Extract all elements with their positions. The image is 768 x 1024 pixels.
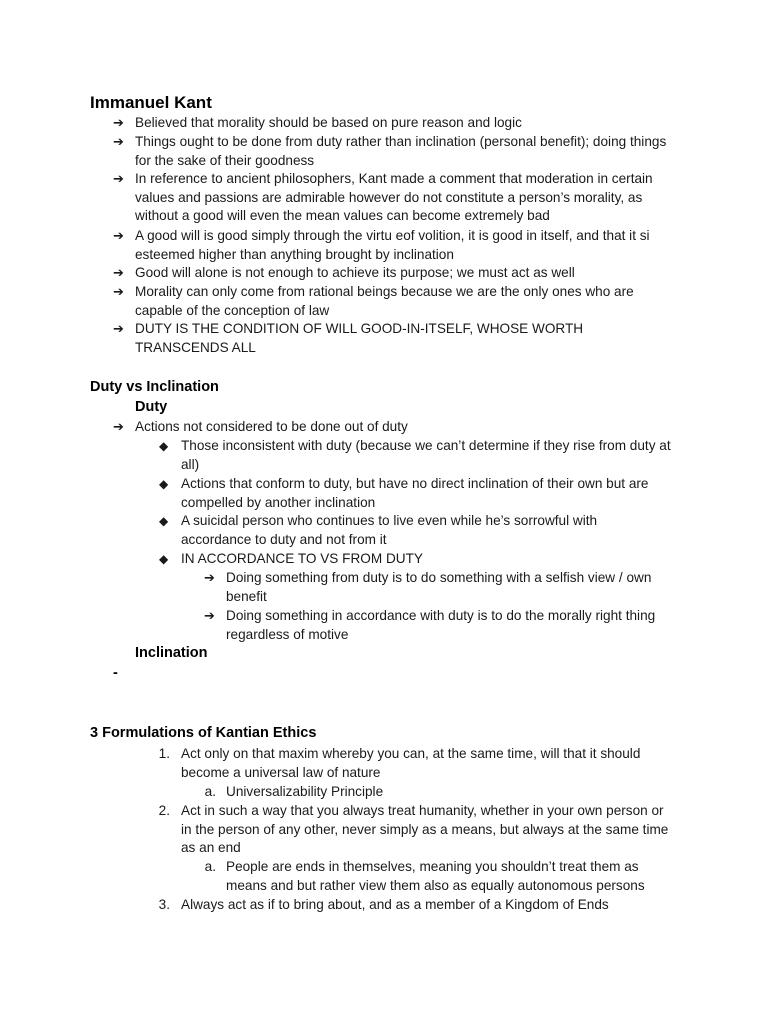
inclination-dash: - — [113, 665, 118, 681]
text-line: capable of the conception of law — [135, 302, 330, 318]
arrow-bullet-icon: ➔ — [204, 608, 215, 623]
text-line: esteemed higher than anything brought by inclination — [135, 246, 454, 262]
text-line: Doing something from duty is to do something with a selfish view / own — [226, 570, 652, 585]
text-line: TRANSCENDS ALL — [135, 339, 256, 355]
item-text — [135, 170, 695, 226]
item-text — [135, 227, 695, 264]
duty-distinction-item — [204, 569, 696, 606]
text-line: for the sake of their goodness — [135, 152, 315, 168]
item-text — [181, 896, 691, 915]
arrow-bullet-icon: ➔ — [113, 321, 124, 336]
text-line: as an end — [181, 840, 241, 856]
text-line: Act only on that maxim whereby you can, at the same time, will that it should — [181, 746, 641, 761]
text-line: regardless of motive — [226, 626, 349, 642]
text-line: Believed that morality should be based on pure reason and logic — [135, 115, 522, 130]
text-line: Good will alone is not enough to achieve its purpose; we must act as well — [135, 265, 575, 280]
text-line: in the person of any other, never simply as a means, but always at the same time — [181, 821, 669, 837]
text-line: A suicidal person who continues to live even while he’s sorrowful with — [181, 513, 598, 528]
item-text — [135, 133, 695, 170]
diamond-bullet-icon: ◆ — [159, 514, 169, 528]
arrow-bullet-icon: ➔ — [113, 134, 124, 149]
list-number: a. — [204, 784, 216, 799]
arrow-bullet-icon: ➔ — [204, 570, 215, 585]
formulation-2-note — [196, 858, 696, 895]
kant-point — [113, 264, 695, 283]
text-line: Those inconsistent with duty (because we can’t determine if they rise from duty at — [181, 438, 671, 453]
text-line: all) — [181, 456, 200, 472]
text-line: values and passions are admirable however do not constitute a person’s morality, as — [135, 189, 643, 205]
text-line: Act in such a way that you always treat humanity, whether in your own person or — [181, 803, 664, 818]
item-text — [181, 745, 691, 782]
text-line: without a good will even the mean values can become extremely bad — [135, 208, 550, 224]
item-text — [226, 783, 696, 802]
item-text — [226, 569, 696, 606]
duty-example-item — [159, 550, 691, 569]
diamond-bullet-icon: ◆ — [159, 439, 169, 453]
item-text — [181, 512, 691, 549]
heading-immanuel-kant: Immanuel Kant — [90, 93, 212, 112]
duty-distinction-item — [204, 607, 696, 644]
arrow-bullet-icon: ➔ — [113, 171, 124, 186]
item-text — [226, 858, 696, 895]
item-text — [226, 607, 696, 644]
formulation-1-note — [196, 783, 696, 802]
arrow-bullet-icon: ➔ — [113, 115, 124, 130]
list-number: 2. — [158, 803, 170, 818]
formulation-3 — [150, 896, 691, 915]
subheading-duty: Duty — [135, 399, 168, 415]
text-line: means and but rather view them also as equally autonomous persons — [226, 877, 645, 893]
item-text — [135, 283, 695, 320]
text-line: benefit — [226, 588, 267, 604]
formulation-2 — [150, 802, 691, 858]
arrow-bullet-icon: ➔ — [113, 419, 124, 434]
text-line: Universalizability Principle — [226, 784, 384, 799]
kant-point — [113, 227, 695, 264]
heading-duty-vs-inclination: Duty vs Inclination — [90, 379, 219, 395]
kant-point — [113, 170, 695, 226]
item-text — [135, 418, 695, 437]
item-text — [181, 550, 691, 569]
text-line: DUTY IS THE CONDITION OF WILL GOOD-IN-ITSELF, WHOSE WORTH — [135, 321, 584, 336]
kant-point — [113, 133, 695, 170]
subheading-inclination: Inclination — [135, 645, 208, 661]
text-line: Things ought to be done from duty rather than inclination (personal benefit); doing things — [135, 134, 667, 149]
item-text — [135, 264, 695, 283]
text-line: Morality can only come from rational beings because we are the only ones who are — [135, 284, 634, 299]
diamond-bullet-icon: ◆ — [159, 477, 169, 491]
text-line: In reference to ancient philosophers, Kant made a comment that moderation in certain — [135, 171, 653, 186]
formulation-1 — [150, 745, 691, 782]
item-text — [181, 802, 691, 858]
item-text — [181, 437, 691, 474]
text-line: Doing something in accordance with duty is to do the morally right thing — [226, 608, 656, 623]
kant-point — [113, 320, 695, 357]
text-line: Actions not considered to be done out of duty — [135, 419, 408, 434]
diamond-bullet-icon: ◆ — [159, 552, 169, 566]
duty-example-item — [159, 512, 691, 549]
text-line: People are ends in themselves, meaning you shouldn’t treat them as — [226, 859, 639, 874]
text-line: compelled by another inclination — [181, 494, 376, 510]
list-number: a. — [204, 859, 216, 874]
text-line: become a universal law of nature — [181, 764, 381, 780]
text-line: Actions that conform to duty, but have no direct inclination of their own but are — [181, 476, 649, 491]
heading-3-formulations: 3 Formulations of Kantian Ethics — [90, 725, 317, 741]
duty-example-item — [159, 437, 691, 474]
duty-action-point — [113, 418, 695, 437]
item-text — [181, 475, 691, 512]
text-line: Always act as if to bring about, and as a member of a Kingdom of Ends — [181, 897, 609, 912]
kant-point — [113, 114, 695, 133]
arrow-bullet-icon: ➔ — [113, 284, 124, 299]
text-line: A good will is good simply through the virtu eof volition, it is good in itself, and that it si — [135, 228, 650, 243]
item-text — [135, 320, 695, 357]
arrow-bullet-icon: ➔ — [113, 265, 124, 280]
text-line: IN ACCORDANCE TO VS FROM DUTY — [181, 551, 423, 566]
duty-example-item — [159, 475, 691, 512]
item-text — [135, 114, 695, 133]
text-line: accordance to duty and not from it — [181, 531, 387, 547]
list-number: 1. — [158, 746, 170, 761]
list-number: 3. — [158, 897, 170, 912]
arrow-bullet-icon: ➔ — [113, 228, 124, 243]
kant-point — [113, 283, 695, 320]
